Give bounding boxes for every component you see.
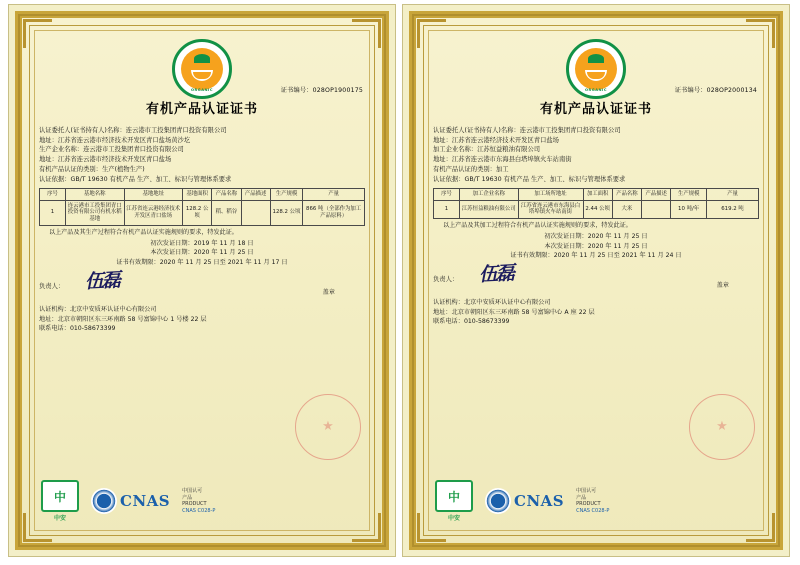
field-value: 加工: [495, 165, 509, 173]
field-row: [39, 176, 365, 184]
field-label: 有机产品认证的类别：: [433, 165, 496, 173]
issuer-row: [433, 308, 759, 318]
certificate-number-label: 证书编号：: [280, 87, 313, 94]
cnas-logo: [485, 488, 564, 514]
issuer-row: [39, 305, 365, 315]
cnas-glyph-icon: [91, 488, 117, 514]
scope-table: [433, 188, 759, 219]
organic-logo-caption: ORGANIC: [584, 88, 608, 93]
table-header-row: [40, 188, 365, 200]
date-value: 2020 年 11 月 25 日至 2021 年 11 月 17 日: [159, 258, 288, 266]
date-label: 本次发证日期：: [150, 249, 194, 257]
date-value: 2020 年 11 月 25 日: [587, 242, 648, 250]
issuer-value: 010-58673399: [463, 318, 510, 326]
date-row: [433, 251, 759, 260]
cnas-side-line: 中国认可: [182, 488, 203, 494]
table-cell: 1: [434, 200, 460, 219]
date-label: 初次发证日期：: [544, 233, 588, 241]
table-cell: 10 吨/年: [671, 200, 707, 219]
date-label: 证书有效期限：: [510, 251, 554, 259]
field-value: 生产(植物生产): [101, 165, 145, 173]
table-header-cell: 序号: [40, 188, 66, 200]
date-label: 本次发证日期：: [544, 242, 588, 250]
table-cell: 江苏省连云港市东海县白塔埠镇火车站南街: [518, 200, 583, 219]
page-title: 有机产品认证证书: [145, 102, 258, 118]
field-value: 江苏恒益粮油有限公司: [477, 146, 541, 154]
field-label: 地址：: [39, 136, 58, 144]
field-label: 认证依据：: [433, 175, 465, 183]
date-label: 证书有效期限：: [116, 258, 160, 266]
cnas-wordmark: CNAS: [514, 492, 565, 510]
cnas-side-line: 产品: [182, 494, 193, 501]
certificate-number-value: 028OP2000134: [706, 87, 757, 94]
date-row: [39, 258, 365, 267]
cnas-logo: [91, 488, 170, 514]
field-label: 地址：: [39, 156, 58, 164]
date-value: 2020 年 11 月 25 日至 2021 年 11 月 24 日: [553, 251, 682, 259]
table-cell: 128.2 公顷: [270, 200, 303, 225]
page-title: 有机产品认证证书: [539, 102, 652, 118]
cnas-side-line: 中国认可: [576, 488, 597, 494]
cnas-side-text: [182, 488, 215, 514]
zhongan-glyph: 中: [435, 480, 473, 512]
date-label: 初次发证日期：: [150, 240, 194, 248]
cnas-side-line: PRODUCT: [576, 501, 601, 507]
table-header-cell: 产量: [707, 188, 759, 200]
stamp-label: 盖章: [322, 289, 335, 297]
field-value: 江苏省连云港市东海县白塔埠镇火车站南街: [451, 156, 572, 164]
signature-label: 负责人：: [433, 276, 459, 284]
issuer-label: 联系电话：: [433, 318, 464, 326]
date-value: 2019 年 11 月 18 日: [193, 240, 254, 248]
field-value: 江苏省连云港市经济技术开发区青口盐场黄沙圪: [57, 136, 191, 144]
table-header-cell: 产品名称: [212, 188, 241, 200]
certificate-number-value: 028OP1900175: [312, 87, 363, 94]
field-value: 连云港市工投集团青口投资有限公司: [519, 126, 621, 134]
field-row: [39, 166, 365, 174]
date-row: [433, 232, 759, 241]
accreditation-logos: [433, 480, 759, 522]
issuer-value: 北京中安质环认证中心有限公司: [463, 299, 551, 307]
table-cell: 江苏省连云港经济技术开发区青口盐场: [124, 200, 183, 225]
field-label: 地址：: [433, 156, 452, 164]
field-row: [433, 146, 759, 154]
table-cell: 大米: [612, 200, 641, 219]
scope-table: [39, 188, 365, 226]
cnas-glyph-icon: [485, 488, 511, 514]
cnas-side-line: PRODUCT: [182, 501, 207, 507]
issuer-block: [39, 305, 365, 334]
issuer-row: [39, 324, 365, 334]
compliance-note: 以上产品及其生产过程符合有机产品认证实施规则的要求，特发此证。: [49, 228, 238, 236]
compliance-note: 以上产品及其加工过程符合有机产品认证实施规则的要求，特发此证。: [443, 222, 632, 230]
red-seal-stamp: ★: [295, 394, 361, 460]
field-label: 生产企业名称：: [39, 146, 84, 154]
issuer-label: 联系电话：: [39, 325, 70, 333]
table-row: [40, 200, 365, 225]
date-row: [39, 248, 365, 257]
table-header-cell: 产量: [303, 188, 365, 200]
zhongan-caption: 中安: [447, 515, 460, 522]
table-header-cell: 加工企业名称: [460, 188, 519, 200]
field-label: 认证依据：: [39, 175, 71, 183]
field-row: [39, 156, 365, 164]
field-value: 连云港市工投集团青口投资有限公司: [83, 146, 184, 154]
field-row: [39, 137, 365, 145]
cnas-code: CNAS C028-P: [576, 507, 610, 514]
zhongan-glyph: 中: [41, 480, 79, 512]
zhongan-logo: [433, 480, 475, 522]
table-header-cell: 基地名称: [66, 188, 125, 200]
table-header-cell: 产品描述: [642, 188, 671, 200]
issuer-row: [39, 315, 365, 325]
organic-logo: [433, 39, 759, 101]
signature-script: 伍磊: [478, 262, 514, 287]
field-label: 加工企业名称：: [433, 146, 478, 154]
field-row: [39, 146, 365, 154]
zhongan-caption: 中安: [53, 515, 66, 522]
issuer-label: 认证机构：: [433, 299, 464, 307]
field-value: 江苏省连云港经济技术开发区青口盐场: [451, 136, 559, 144]
certificate-left: [8, 4, 396, 557]
table-cell: 1: [40, 200, 66, 225]
date-block: [39, 239, 365, 267]
table-row: [434, 200, 759, 219]
issuer-row: [433, 298, 759, 308]
issuer-label: 认证机构：: [39, 306, 70, 314]
field-value: GB/T 19630 有机产品 生产、加工、标识与管理体系要求: [70, 175, 232, 183]
signature-area: [433, 264, 759, 298]
field-row: [433, 137, 759, 145]
table-header-cell: 基地地址: [124, 188, 183, 200]
date-value: 2020 年 11 月 25 日: [587, 233, 648, 241]
date-value: 2020 年 11 月 25 日: [193, 249, 254, 257]
field-value: 江苏省连云港市经济技术开发区青口盐场: [57, 156, 172, 164]
signature-script: 伍磊: [84, 269, 120, 293]
issuer-row: [433, 317, 759, 327]
issuer-label: 地址：: [39, 315, 58, 323]
red-seal-stamp: ★: [689, 394, 755, 460]
signature-label: 负责人：: [39, 283, 65, 291]
field-label: 有机产品认证的类别：: [39, 165, 102, 173]
issuer-value: 北京市朝阳区东三环南路 58 号富锦中心 A 座 22 层: [451, 308, 595, 316]
issuer-block: [433, 298, 759, 327]
zhongan-logo: [39, 480, 81, 522]
date-row: [39, 239, 365, 248]
field-row: [433, 176, 759, 184]
field-row: [433, 127, 759, 135]
date-row: [433, 242, 759, 251]
table-header-cell: 加工场所地址: [518, 188, 583, 200]
field-value: GB/T 19630 有机产品 生产、加工、标识与管理体系要求: [464, 175, 626, 183]
table-header-cell: 产品名称: [612, 188, 641, 200]
table-cell: 2.44 公顷: [583, 200, 612, 219]
table-header-cell: 生产规模: [270, 188, 303, 200]
accreditation-logos: [39, 480, 365, 522]
issuer-value: 北京中安质环认证中心有限公司: [69, 306, 157, 314]
table-cell: [241, 200, 270, 225]
table-cell: 866 吨（全部作为加工产品原料）: [303, 200, 365, 225]
field-row: [433, 156, 759, 164]
issuer-value: 北京市朝阳区东三环南路 58 号富锦中心 1 号楼 22 层: [57, 315, 207, 323]
table-cell: 江苏恒益粮油有限公司: [460, 200, 519, 219]
issuer-label: 地址：: [433, 308, 452, 316]
stamp-label: 盖章: [716, 282, 729, 290]
table-header-cell: 生产规模: [671, 188, 707, 200]
field-label: 认证委托人(证书持有人)名称：: [433, 126, 520, 134]
organic-logo-caption: ORGANIC: [190, 88, 214, 93]
cnas-side-text: [576, 488, 609, 514]
signature-area: [39, 271, 365, 305]
field-row: [433, 166, 759, 174]
certificate-right: [402, 4, 790, 557]
organic-logo: [39, 39, 365, 101]
table-cell: 稻、稻谷: [212, 200, 241, 225]
table-header-cell: 产品描述: [241, 188, 270, 200]
table-header-cell: 序号: [434, 188, 460, 200]
field-value: 连云港市工投集团青口投资有限公司: [125, 126, 227, 134]
cnas-wordmark: CNAS: [120, 492, 171, 510]
cnas-code: CNAS C028-P: [182, 507, 216, 514]
date-block: [433, 232, 759, 260]
field-label: 认证委托人(证书持有人)名称：: [39, 126, 126, 134]
table-header-cell: 基地面积: [183, 188, 212, 200]
table-header-cell: 加工面积: [583, 188, 612, 200]
field-label: 地址：: [433, 136, 452, 144]
issuer-value: 010-58673399: [69, 325, 116, 333]
certificate-number-label: 证书编号：: [674, 87, 707, 94]
table-header-row: [434, 188, 759, 200]
table-cell: [642, 200, 671, 219]
table-cell: 619.2 吨: [707, 200, 759, 219]
cnas-side-line: 产品: [576, 494, 587, 501]
field-row: [39, 127, 365, 135]
table-cell: 128.2 公顷: [183, 200, 212, 225]
table-cell: 连云港市工投集团青口投资有限公司有机水稻基地: [66, 200, 125, 225]
